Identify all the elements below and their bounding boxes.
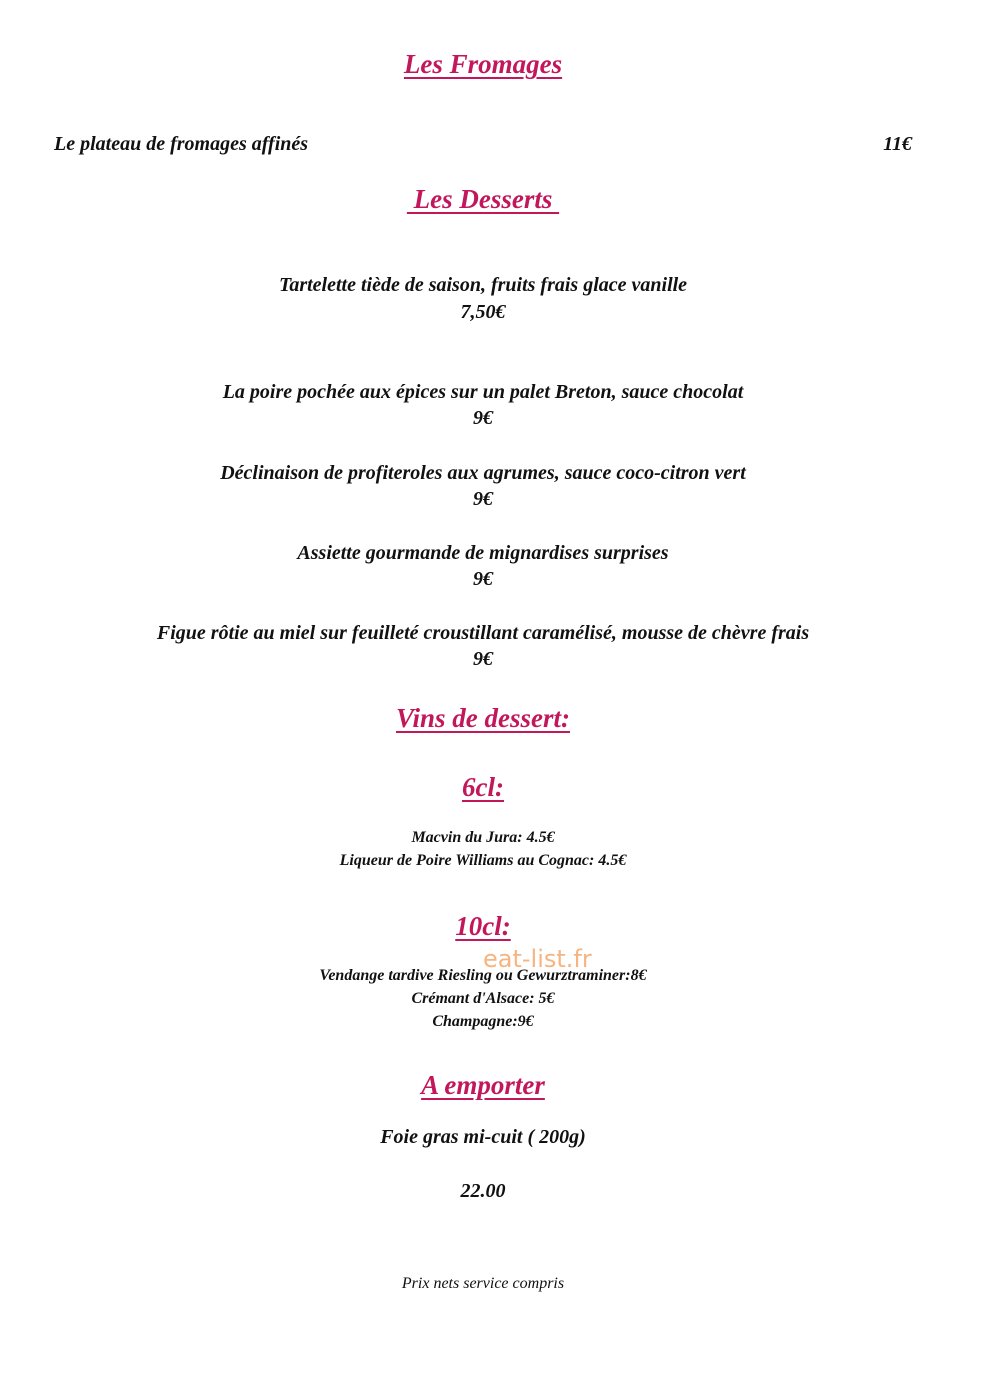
footer-note: Prix nets service compris [401, 1275, 565, 1292]
dessert-item-name: Figue rôtie au miel sur feuilleté croustillant caramélisé, mousse de chèvre frais [156, 622, 810, 644]
emporter-item-name: Foie gras mi-cuit ( 200g) [380, 1126, 586, 1148]
vin-item: Champagne:9€ [432, 1013, 534, 1030]
vins-6cl-heading: 6cl: [462, 772, 504, 802]
dessert-item-price: 9€ [473, 407, 493, 429]
dessert-item-name: Assiette gourmande de mignardises surprises [297, 542, 669, 564]
fromages-item-price: 11€ [883, 133, 912, 155]
watermark: eat-list.fr [483, 945, 592, 973]
vin-item: Macvin du Jura: 4.5€ [411, 829, 555, 846]
vin-item: Vendange tardive Riesling ou Gewurztraminer:8€ [319, 967, 647, 984]
vins-heading: Vins de dessert: [395, 703, 570, 733]
dessert-item-price: 9€ [473, 568, 493, 590]
vin-item: Liqueur de Poire Williams au Cognac: 4.5€ [339, 852, 627, 869]
dessert-item-name: Tartelette tiède de saison, fruits frais glace vanille [278, 274, 688, 296]
emporter-heading: A emporter [421, 1070, 545, 1100]
fromages-item-row [54, 131, 912, 157]
dessert-item-name: Déclinaison de profiteroles aux agrumes, sauce coco-citron vert [220, 462, 746, 484]
dessert-item-price: 7,50€ [460, 301, 506, 323]
dessert-item-price: 9€ [473, 648, 493, 670]
fromages-item-name: Le plateau de fromages affinés [54, 133, 309, 155]
dessert-item-name: La poire pochée aux épices sur un palet Breton, sauce chocolat [222, 381, 744, 403]
desserts-heading: Les Desserts [406, 184, 560, 214]
dessert-item-price: 9€ [473, 488, 493, 510]
emporter-item-price: 22.00 [460, 1180, 506, 1202]
vins-10cl-heading: 10cl: [455, 911, 511, 941]
fromages-heading: Les Fromages [403, 49, 563, 79]
vin-item: Crémant d'Alsace: 5€ [411, 990, 555, 1007]
